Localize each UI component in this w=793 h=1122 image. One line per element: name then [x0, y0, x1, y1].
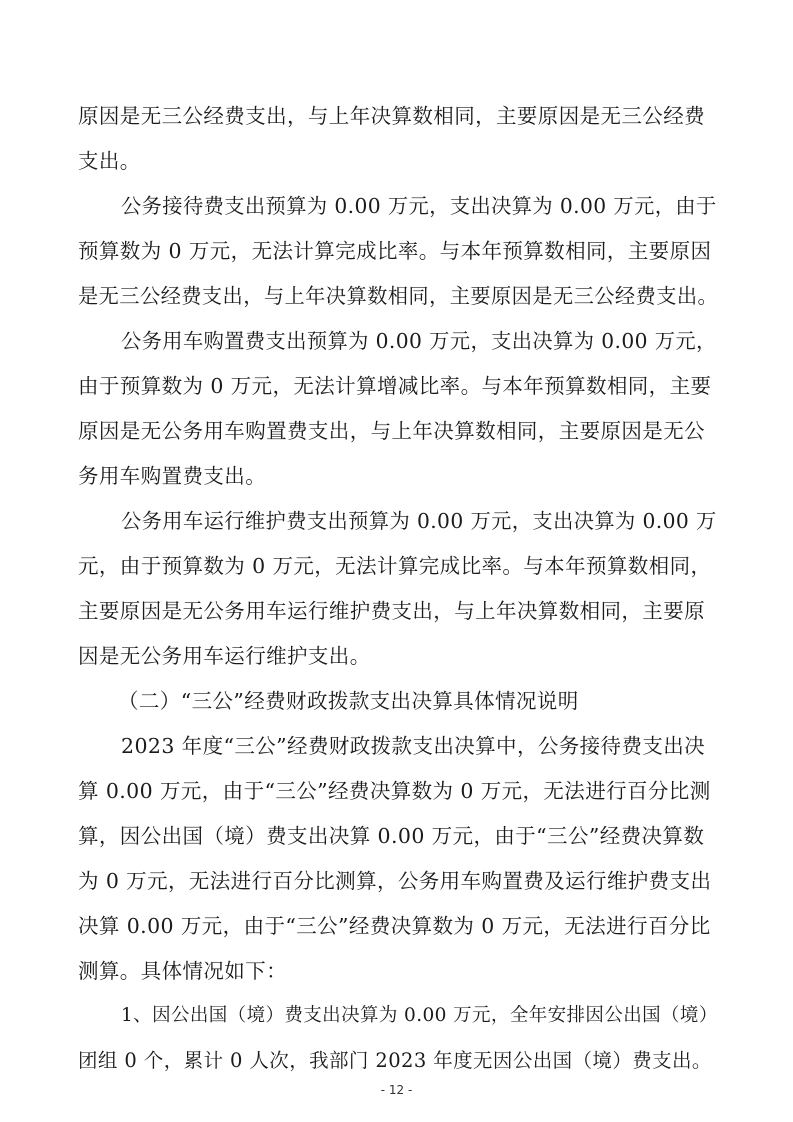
paragraph-line: 公务用车运行维护费支出预算为 0.00 万元，支出决算为 0.00 万 [121, 509, 717, 533]
paragraph-line: 是无三公经费支出，与上年决算数相同，主要原因是无三公经费支出。 [78, 284, 719, 308]
paragraph-line: 原因是无公务用车购置费支出，与上年决算数相同，主要原因是无公 [78, 419, 705, 443]
paragraph-line: 务用车购置费支出。 [78, 464, 267, 488]
section-heading: （二）“三公”经费财政拨款支出决算具体情况说明 [118, 689, 579, 713]
page-number: - 12 - [380, 1083, 413, 1097]
paragraph-line: 预算数为 0 万元，无法计算完成比率。与本年预算数相同，主要原因 [78, 239, 712, 263]
paragraph-line: 元，由于预算数为 0 万元，无法计算完成比率。与本年预算数相同， [78, 554, 712, 578]
paragraph-line: 团组 0 个，累计 0 人次，我部门 2023 年度无因公出国（境）费支出。 [78, 1049, 712, 1072]
paragraph-line: 因是无公务用车运行维护支出。 [78, 644, 371, 668]
paragraph-line: 为 0 万元，无法进行百分比测算，公务用车购置费及运行维护费支出 [78, 869, 712, 893]
paragraph-line: 2023 年度“三公”经费财政拨款支出决算中，公务接待费支出决 [121, 734, 706, 758]
paragraph-line: 算 0.00 万元，由于“三公”经费决算数为 0 万元，无法进行百分比测 [78, 779, 711, 803]
paragraph-line: 公务接待费支出预算为 0.00 万元，支出决算为 0.00 万元，由于 [121, 194, 717, 218]
paragraph-line: 公务用车购置费支出预算为 0.00 万元，支出决算为 0.00 万元， [121, 329, 717, 353]
paragraph-line: 1、因公出国（境）费支出决算为 0.00 万元，全年安排因公出国（境） [121, 1005, 718, 1026]
paragraph-line: 原因是无三公经费支出，与上年决算数相同，主要原因是无三公经费 [78, 104, 705, 128]
paragraph-line: 由于预算数为 0 万元，无法计算增减比率。与本年预算数相同，主要 [78, 374, 712, 398]
paragraph-line: 支出。 [78, 149, 141, 173]
paragraph-line: 主要原因是无公务用车运行维护费支出，与上年决算数相同，主要原 [78, 599, 705, 623]
paragraph-line: 算，因公出国（境）费支出决算 0.00 万元，由于“三公”经费决算数 [78, 824, 705, 848]
paragraph-line: 决算 0.00 万元，由于“三公”经费决算数为 0 万元，无法进行百分比 [78, 914, 711, 938]
paragraph-line: 测算。具体情况如下： [78, 959, 287, 983]
